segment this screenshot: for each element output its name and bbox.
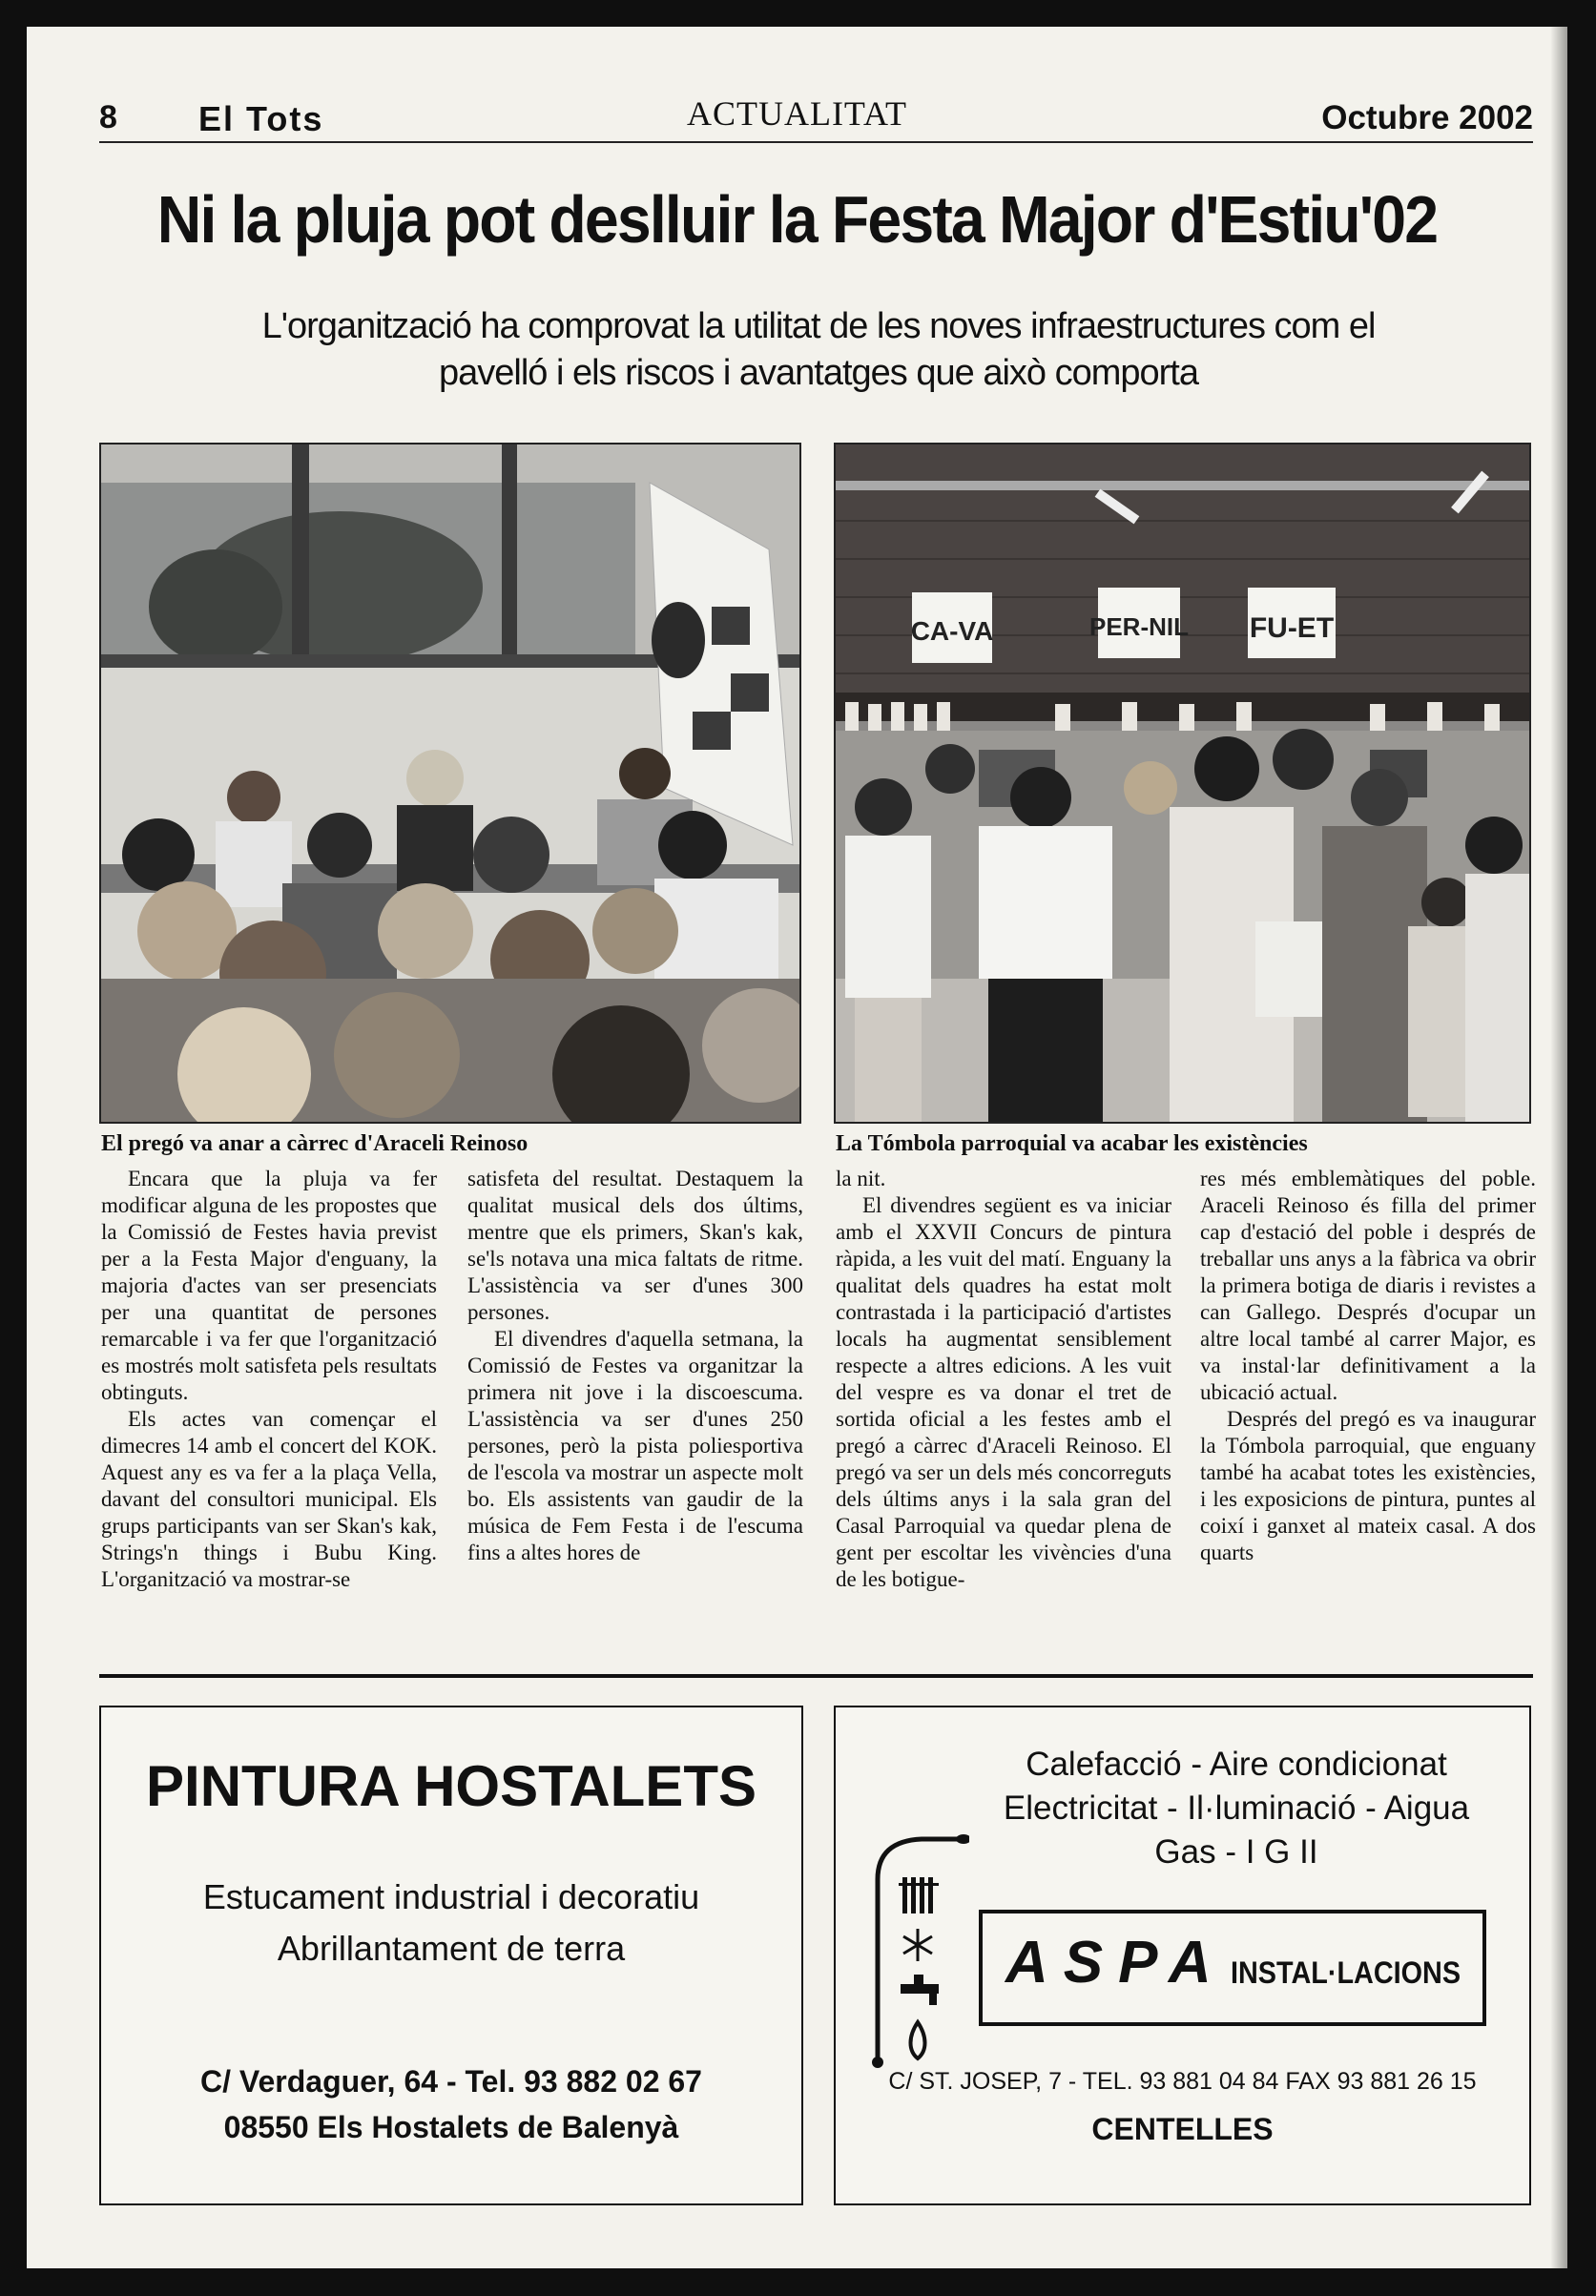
section-name: ACTUALITAT [686,94,908,133]
photo-raffle [834,443,1531,1124]
photo-proclamation [99,443,801,1124]
magazine-page [27,27,1567,2268]
paragraph: El divendres d'aquella setmana, la Comissió de Festes va organitzar la primera nit jove i la discoescuma. L'assistència va ser d'unes 250 persones, però la pista poliesportiva de l'escola va mostrar un aspecte molt bo. Els assistents van gaudir de la música de Fem Festa i de l'escuma fins a altes hores de [467,1327,803,1564]
utility-icons [864,1822,969,2070]
sign-pernil: PER-NIL [1089,612,1189,641]
aspa-logo: ASPA [1005,1930,1227,1996]
snowflake-icon [903,1929,932,1961]
photo-raffle-image [836,445,1529,1122]
header-rule [99,141,1533,143]
aspa-logo-box [979,1910,1486,2026]
photo-proclamation-caption: El pregó va anar a càrrec d'Araceli Reinoso [101,1131,529,1156]
paragraph: la nit. [836,1167,886,1190]
paragraph: satisfeta del resultat. Destaquem la qualitat musical dels dos últims, mentre que els primers, Skan's kak, se'ls notava una mica faltats de ritme. L'assistència va ser d'unes 300 persones. [467,1167,803,1324]
paragraph: El divendres següent es va iniciar amb el XXVII Concurs de pintura ràpida, a les vuit del matí. Enguany la qualitat dels quadres ha estat molt contrastada i la participació d'artistes locals ha augmentat sensiblement respecte a altres edicions. A les vuit del vespre es va donar el tret de sortida oficial a les festes amb el pregó a càrrec d'Araceli Reinoso. El pregó va ser un dels més concorreguts dels últims anys i la sala gran del Casal Parroquial va quedar plena de gent per escoltar les vivències d'una de les botigue- [836,1193,1171,1591]
ad-service-line: Electricitat - Il·luminació - Aigua [1003,1789,1470,1827]
gas-flame-icon [911,2022,925,2058]
magazine-name: El Tots [198,99,324,138]
article-column-2 [467,1166,803,1643]
ad-service-line: Abrillantament de terra [277,1929,626,1968]
tap-icon [901,1975,939,2005]
aspa-logo-subtitle: INSTAL·LACIONS [1231,1955,1461,1990]
ad-aspa-installacions [834,1706,1531,2205]
sign-cava: CA-VA [910,616,994,646]
ad-pintura-hostalets [99,1706,803,2205]
paragraph: Encara que la pluja va fer modificar alguna de les propostes que la Comissió de Festes havia previst per a la Festa Major d'enguany, la majoria d'actes van ser presenciats per una quantitat de persones remarcable i va fer que l'organització es mostrés molt satisfeta pels resultats obtinguts. [101,1167,437,1404]
ad-town: CENTELLES [1091,2112,1274,2146]
article-column-3 [836,1166,1171,1643]
radiator-icon [899,1877,939,1913]
photo-proclamation-image [101,445,799,1122]
ad-title: PINTURA HOSTALETS [146,1754,757,1818]
paragraph: Després del pregó es va inaugurar la Tómbola parroquial, que enguany també ha acabat totes les existències, i les exposicions de pintura, puntes al coixí i ganxet al mateix casal. A dos quarts [1200,1407,1536,1564]
article-bottom-rule [99,1674,1533,1678]
ad-address: C/ ST. JOSEP, 7 - TEL. 93 881 04 84 FAX 93 881 26 15 [888,2068,1477,2095]
ad-service-line: Estucament industrial i decoratiu [202,1877,700,1916]
ad-service-line: Calefacció - Aire condicionat [1026,1746,1447,1783]
binding-shadow [1550,27,1567,2268]
issue-date: Octubre 2002 [1321,99,1533,136]
article-title: Ni la pluja pot deslluir la Festa Major d'Estiu'02 [156,182,1438,257]
page-number: 8 [99,99,117,135]
paragraph: Els actes van començar el dimecres 14 amb el concert del KOK. Aquest any es va fer a la plaça Vella, davant del consultori municipal. Els grups participants van ser Skan's kak, Strings'n things i Bubu King. L'organització va mostrar-se [101,1407,437,1591]
paragraph: res més emblemàtiques del poble. Araceli Reinoso és filla del primer cap d'estació del poble i després de treballar uns anys a la fàbrica va obrir la primera botiga de diaris i revistes a can Gallego. Després d'ocupar un altre local també al carrer Major, es va instal·lar definitivament a la ubicació actual. [1200,1167,1536,1404]
ad-postal-address: 08550 Els Hostalets de Balenyà [223,2110,679,2144]
article-subtitle: L'organització ha comprovat la utilitat de les noves infraestructures com el pavelló i els riscos i avantatges que això comporta [261,306,1376,394]
sign-fuet: FU-ET [1249,612,1335,644]
article-column-4 [1200,1166,1536,1643]
photo-raffle-caption: La Tómbola parroquial va acabar les existències [836,1131,1308,1156]
article-column-1 [101,1166,437,1643]
ad-service-line: Gas - I G II [1154,1833,1318,1871]
ad-address: C/ Verdaguer, 64 - Tel. 93 882 02 67 [200,2064,702,2099]
